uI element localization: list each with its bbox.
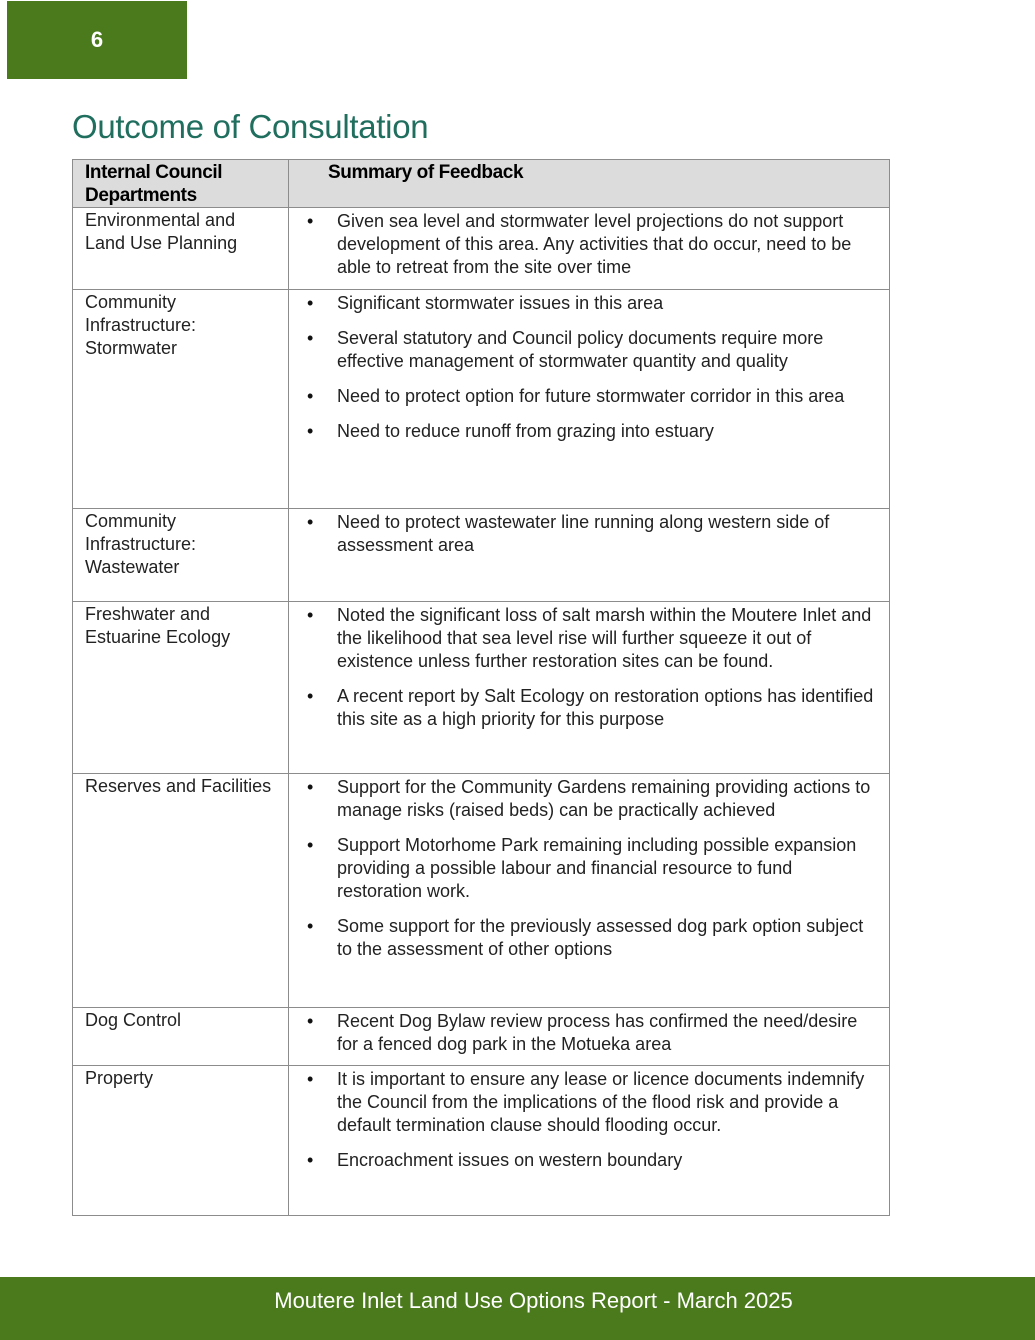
feedback-item (289, 834, 877, 903)
feedback-list (289, 1008, 889, 1064)
page-number: 6 (90, 27, 104, 52)
department-cell: Freshwater and Estuarine Ecology (73, 602, 289, 774)
bullet-icon: • (307, 605, 314, 625)
department-cell: Dog Control (73, 1008, 289, 1066)
feedback-list (289, 208, 889, 287)
feedback-item (289, 327, 877, 373)
feedback-cell (289, 602, 890, 774)
feedback-list (289, 774, 889, 969)
feedback-text: Need to protect wastewater line running along western side of assessment area (337, 512, 830, 555)
feedback-text: Recent Dog Bylaw review process has confirmed the need/desire for a fenced dog park in the Motueka area (337, 1011, 858, 1054)
feedback-text: Given sea level and stormwater level projections do not support development of this area. Any activities that do occur, need to be able to retreat from the site over time (337, 211, 852, 277)
page-number-tab (7, 1, 187, 79)
feedback-list (289, 509, 889, 565)
department-cell: Community Infrastructure: Stormwater (73, 290, 289, 509)
consultation-table (72, 159, 890, 1216)
bullet-icon: • (307, 1011, 314, 1031)
bullet-icon: • (307, 421, 314, 441)
feedback-text: A recent report by Salt Ecology on restoration options has identified this site as a high priority for this purpose (337, 686, 874, 729)
feedback-cell (289, 1066, 890, 1216)
feedback-text: Some support for the previously assessed dog park option subject to the assessment of other options (337, 916, 864, 959)
bullet-icon: • (307, 328, 314, 348)
feedback-cell (289, 774, 890, 1008)
feedback-item (289, 1149, 877, 1172)
bullet-icon: • (307, 211, 314, 231)
feedback-item (289, 385, 877, 408)
bullet-icon: • (307, 1150, 314, 1170)
department-cell: Reserves and Facilities (73, 774, 289, 1008)
table-body (73, 208, 890, 1216)
header-summary: Summary of Feedback (289, 160, 890, 208)
feedback-item (289, 915, 877, 961)
department-cell: Community Infrastructure: Wastewater (73, 509, 289, 602)
bullet-icon: • (307, 835, 314, 855)
bullet-icon: • (307, 512, 314, 532)
table-row (73, 1008, 890, 1066)
feedback-item (289, 210, 877, 279)
feedback-item (289, 776, 877, 822)
bullet-icon: • (307, 293, 314, 313)
feedback-list (289, 602, 889, 739)
feedback-list (289, 1066, 889, 1180)
bullet-icon: • (307, 1069, 314, 1089)
feedback-item (289, 1068, 877, 1137)
feedback-text: Significant stormwater issues in this area (337, 293, 664, 313)
feedback-text: Encroachment issues on western boundary (337, 1150, 683, 1170)
table-header-row (73, 160, 890, 208)
feedback-cell (289, 290, 890, 509)
feedback-text: It is important to ensure any lease or licence documents indemnify the Council from the implications of the flood risk and provide a default termination clause should flooding occur. (337, 1069, 865, 1135)
bullet-icon: • (307, 777, 314, 797)
bullet-icon: • (307, 386, 314, 406)
table-row (73, 208, 890, 290)
feedback-text: Need to reduce runoff from grazing into estuary (337, 421, 714, 441)
page-title: Outcome of Consultation (72, 108, 429, 145)
footer-text: Moutere Inlet Land Use Options Report - March 2025 (274, 1287, 793, 1313)
table-row (73, 602, 890, 774)
bullet-icon: • (307, 686, 314, 706)
table-row (73, 509, 890, 602)
department-cell: Environmental and Land Use Planning (73, 208, 289, 290)
feedback-list (289, 290, 889, 451)
feedback-item (289, 685, 877, 731)
header-department: Internal Council Departments (73, 160, 289, 208)
feedback-text: Support for the Community Gardens remaining providing actions to manage risks (raised beds) can be practically achieved (337, 777, 871, 820)
feedback-item (289, 1010, 877, 1056)
feedback-item (289, 604, 877, 673)
department-cell: Property (73, 1066, 289, 1216)
table-row (73, 774, 890, 1008)
table-row (73, 290, 890, 509)
feedback-cell (289, 208, 890, 290)
feedback-cell (289, 509, 890, 602)
feedback-text: Need to protect option for future stormwater corridor in this area (337, 386, 845, 406)
bullet-icon: • (307, 916, 314, 936)
table-row (73, 1066, 890, 1216)
feedback-text: Several statutory and Council policy documents require more effective management of stormwater quantity and quality (337, 328, 824, 371)
feedback-text: Support Motorhome Park remaining including possible expansion providing a possible labour and financial resource to fund restoration work. (337, 835, 857, 901)
feedback-item (289, 292, 877, 315)
feedback-item (289, 420, 877, 443)
feedback-item (289, 511, 877, 557)
feedback-text: Noted the significant loss of salt marsh within the Moutere Inlet and the likelihood that sea level rise will further squeeze it out of existence unless further restoration sites can be found. (337, 605, 872, 671)
footer-bar (0, 1277, 1035, 1340)
feedback-cell (289, 1008, 890, 1066)
